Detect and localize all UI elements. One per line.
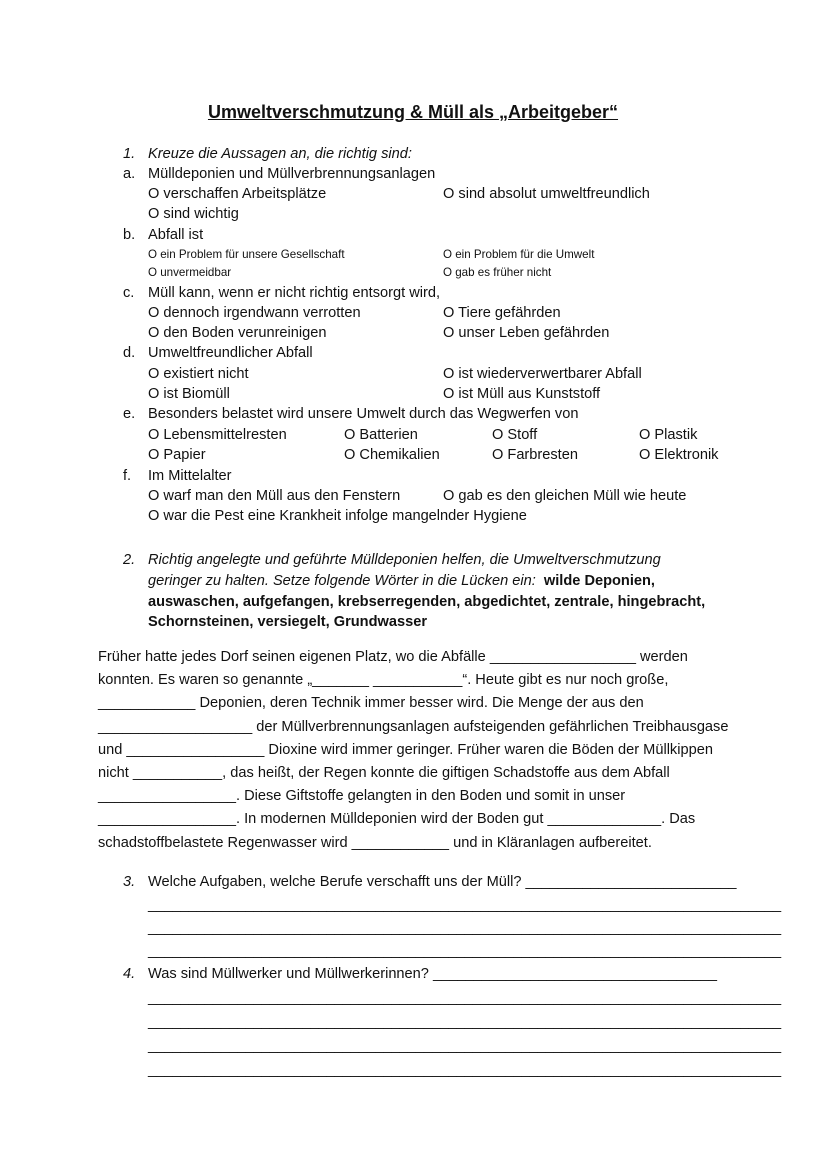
- q1b-option-4[interactable]: O gab es früher nicht: [443, 266, 552, 279]
- q1e-option-7[interactable]: O Farbresten: [492, 447, 578, 463]
- q1c-option-1[interactable]: O dennoch irgendwann verrotten: [148, 305, 361, 321]
- q1f-option-2[interactable]: O gab es den gleichen Müll wie heute: [443, 488, 687, 504]
- q2-instruction-line-2: [148, 572, 655, 591]
- q4-answer-line[interactable]: ______________________________________________________________________________: [148, 1038, 782, 1054]
- q1e-option-1[interactable]: O Lebensmittelresten: [148, 427, 287, 443]
- q4-number: 4.: [123, 966, 136, 982]
- q4-answer-line[interactable]: ______________________________________________________________________________: [148, 1062, 782, 1078]
- q1d-stem: Umweltfreundlicher Abfall: [148, 345, 313, 361]
- q3-number: 3.: [123, 874, 136, 890]
- q2-instruction-line-1: Richtig angelegte und geführte Mülldeponien helfen, die Umweltverschmutzung: [148, 552, 661, 568]
- q1c-option-3[interactable]: O den Boden verunreinigen: [148, 325, 327, 341]
- q2-word-bank-3: Schornsteinen, versiegelt, Grundwasser: [148, 614, 427, 630]
- q1d-label: d.: [123, 345, 136, 361]
- q1a-label: a.: [123, 166, 136, 182]
- q1b-stem: Abfall ist: [148, 227, 204, 243]
- q1e-label: e.: [123, 406, 136, 422]
- q1d-option-4[interactable]: O ist Müll aus Kunststoff: [443, 386, 601, 402]
- q1e-option-4[interactable]: O Plastik: [639, 427, 698, 443]
- q3-answer-line[interactable]: ______________________________________________________________________________: [148, 943, 782, 959]
- q3-question[interactable]: Welche Aufgaben, welche Berufe verschafft uns der Müll? __________________________: [148, 874, 737, 890]
- q1d-option-3[interactable]: O ist Biomüll: [148, 386, 230, 402]
- q1e-option-8[interactable]: O Elektronik: [639, 447, 719, 463]
- q1e-option-3[interactable]: O Stoff: [492, 427, 538, 443]
- cloze-line[interactable]: nicht ___________, das heißt, der Regen konnte die giftigen Schadstoffe aus dem Abfall: [98, 765, 670, 782]
- q4-question[interactable]: Was sind Müllwerker und Müllwerkerinnen? ___________________________________: [148, 966, 718, 982]
- q1d-option-1[interactable]: O existiert nicht: [148, 366, 249, 382]
- q1f-stem: Im Mittelalter: [148, 468, 232, 484]
- q1d-option-2[interactable]: O ist wiederverwertbarer Abfall: [443, 366, 642, 382]
- cloze-line[interactable]: und _________________ Dioxine wird immer geringer. Früher waren die Böden der Müllkippen: [98, 741, 713, 758]
- q1a-option-3[interactable]: O sind wichtig: [148, 206, 239, 222]
- q1a-stem: Mülldeponien und Müllverbrennungsanlagen: [148, 166, 436, 182]
- cloze-line[interactable]: ____________ Deponien, deren Technik immer besser wird. Die Menge der aus den: [98, 695, 644, 712]
- q1c-option-4[interactable]: O unser Leben gefährden: [443, 325, 610, 341]
- cloze-line[interactable]: schadstoffbelastete Regenwasser wird ____________ und in Kläranlagen aufbereitet.: [98, 834, 652, 851]
- q1f-label: f.: [123, 468, 132, 484]
- q1c-stem: Müll kann, wenn er nicht richtig entsorgt wird,: [148, 285, 441, 301]
- q1a-option-2[interactable]: O sind absolut umweltfreundlich: [443, 186, 650, 202]
- cloze-line[interactable]: ___________________ der Müllverbrennungsanlagen aufsteigenden gefährlichen Treibhausgase: [98, 718, 729, 735]
- cloze-line[interactable]: konnten. Es waren so genannte „_______ ___________“. Heute gibt es nur noch große,: [98, 672, 669, 689]
- q1e-option-6[interactable]: O Chemikalien: [344, 447, 440, 463]
- q1b-option-1[interactable]: O ein Problem für unsere Gesellschaft: [148, 248, 345, 261]
- q4-answer-line[interactable]: ______________________________________________________________________________: [148, 990, 782, 1006]
- q1f-option-3[interactable]: O war die Pest eine Krankheit infolge mangelnder Hygiene: [148, 508, 527, 524]
- q1e-option-2[interactable]: O Batterien: [344, 427, 418, 443]
- q1c-label: c.: [123, 285, 135, 301]
- q1b-option-3[interactable]: O unvermeidbar: [148, 266, 232, 279]
- page-title: Umweltverschmutzung & Müll als „Arbeitgeber“: [207, 102, 619, 122]
- q1-number: 1.: [123, 146, 136, 162]
- q2-instruction-text: geringer zu halten. Setze folgende Wörter in die Lücken ein:: [148, 573, 536, 589]
- q2-number: 2.: [123, 552, 136, 568]
- q1e-option-5[interactable]: O Papier: [148, 447, 206, 463]
- q2-word-bank-1: wilde Deponien,: [543, 573, 655, 589]
- q1-prompt: Kreuze die Aussagen an, die richtig sind:: [148, 146, 412, 162]
- q1f-option-1[interactable]: O warf man den Müll aus den Fenstern: [148, 488, 401, 504]
- q1c-option-2[interactable]: O Tiere gefährden: [443, 305, 561, 321]
- q1e-stem: Besonders belastet wird unsere Umwelt durch das Wegwerfen von: [148, 406, 579, 422]
- q1b-label: b.: [123, 227, 136, 243]
- q1a-option-1[interactable]: O verschaffen Arbeitsplätze: [148, 186, 327, 202]
- cloze-line[interactable]: Früher hatte jedes Dorf seinen eigenen Platz, wo die Abfälle __________________ werden: [98, 649, 688, 665]
- q3-answer-line[interactable]: ______________________________________________________________________________: [148, 897, 782, 913]
- q3-answer-line[interactable]: ______________________________________________________________________________: [148, 920, 782, 936]
- q1b-option-2[interactable]: O ein Problem für die Umwelt: [443, 248, 595, 261]
- q4-answer-line[interactable]: ______________________________________________________________________________: [148, 1014, 782, 1030]
- cloze-line[interactable]: _________________. In modernen Mülldeponien wird der Boden gut ______________. Das: [98, 811, 696, 828]
- cloze-paragraph: [98, 646, 768, 855]
- cloze-line[interactable]: _________________. Diese Giftstoffe gelangten in den Boden und somit in unser: [98, 788, 626, 805]
- q2-word-bank-2: auswaschen, aufgefangen, krebserregenden, abgedichtet, zentrale, hingebracht,: [148, 594, 706, 610]
